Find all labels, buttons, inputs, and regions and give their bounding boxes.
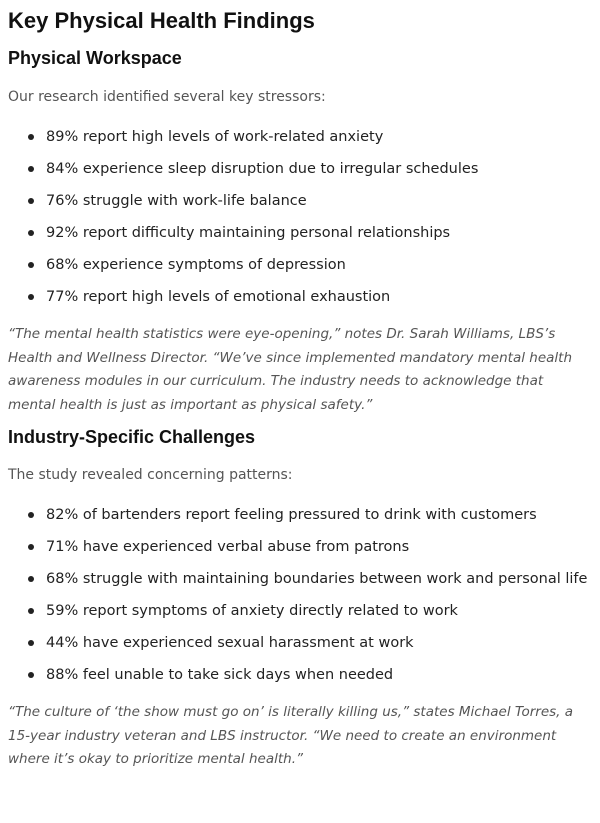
bullet-icon bbox=[28, 198, 34, 204]
bullet-icon bbox=[28, 672, 34, 678]
bullet-icon bbox=[28, 512, 34, 518]
list-item: 68% struggle with maintaining boundaries between work and personal life bbox=[8, 563, 600, 595]
bullet-icon bbox=[28, 640, 34, 646]
section-intro: Our research identified several key stressors: bbox=[8, 89, 326, 105]
list-item: 84% experience sleep disruption due to irregular schedules bbox=[8, 153, 600, 185]
list-item: 76% struggle with work-life balance bbox=[8, 185, 600, 217]
bullet-icon bbox=[28, 134, 34, 140]
list-item: 44% have experienced sexual harassment at work bbox=[8, 627, 600, 659]
section-intro: The study revealed concerning patterns: bbox=[8, 467, 293, 483]
stressors-list bbox=[8, 121, 600, 313]
quote: “The mental health statistics were eye-opening,” notes Dr. Sarah Williams, LBS’s Health and Wellness Director. “We’ve since implemented mandatory mental health awareness modules in our curriculum. The industry needs to acknowledge that mental health is just as important as physical safety.” bbox=[8, 326, 573, 413]
bullet-icon bbox=[28, 294, 34, 300]
bullet-icon bbox=[28, 166, 34, 172]
bullet-icon bbox=[28, 608, 34, 614]
list-item: 77% report high levels of emotional exhaustion bbox=[8, 281, 600, 313]
list-item: 71% have experienced verbal abuse from patrons bbox=[8, 531, 600, 563]
section-heading-physical-workspace: Physical Workspace bbox=[8, 48, 182, 68]
bullet-icon bbox=[28, 230, 34, 236]
list-item: 92% report difficulty maintaining personal relationships bbox=[8, 217, 600, 249]
list-item: 88% feel unable to take sick days when needed bbox=[8, 659, 600, 691]
article bbox=[0, 7, 600, 772]
challenges-list bbox=[8, 499, 600, 691]
list-item: 68% experience symptoms of depression bbox=[8, 249, 600, 281]
quote: “The culture of ‘the show must go on’ is literally killing us,” states Michael Torres, a 15-year industry veteran and LBS instructor. “We need to create an environment where it’s okay to prioritize mental health.” bbox=[8, 704, 574, 767]
bullet-icon bbox=[28, 262, 34, 268]
page-title: Key Physical Health Findings bbox=[8, 8, 315, 33]
bullet-icon bbox=[28, 544, 34, 550]
list-item: 89% report high levels of work-related anxiety bbox=[8, 121, 600, 153]
list-item: 59% report symptoms of anxiety directly related to work bbox=[8, 595, 600, 627]
list-item: 82% of bartenders report feeling pressured to drink with customers bbox=[8, 499, 600, 531]
bullet-icon bbox=[28, 576, 34, 582]
section-heading-industry-challenges: Industry-Specific Challenges bbox=[8, 427, 256, 447]
